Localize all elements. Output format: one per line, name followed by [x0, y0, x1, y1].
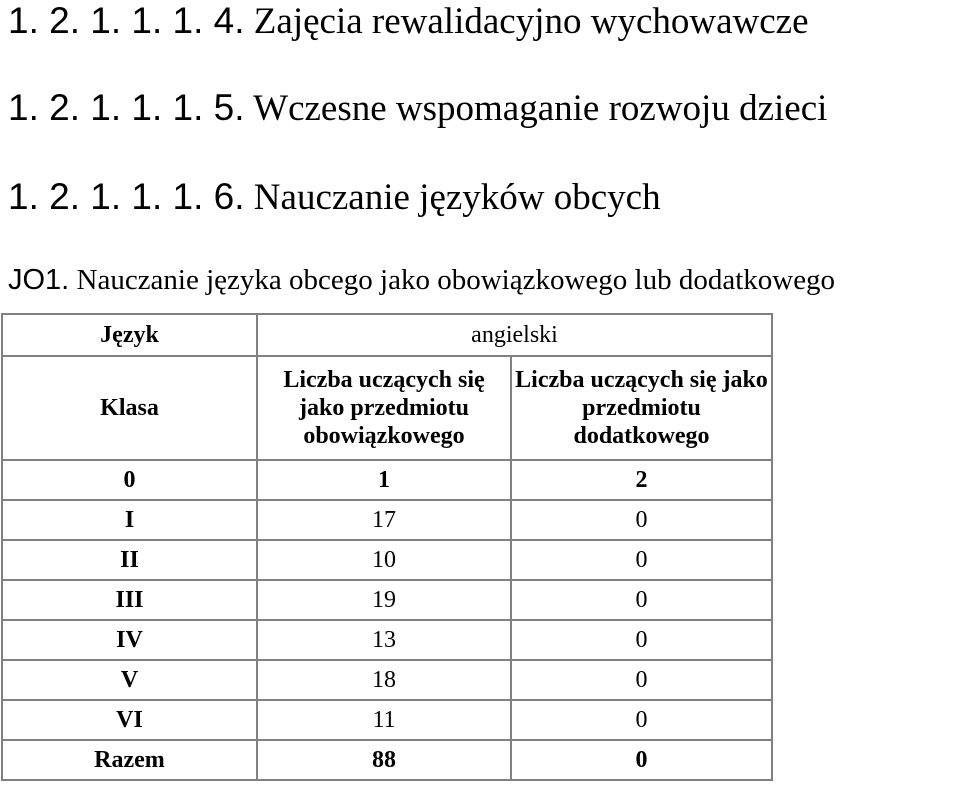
section-number: 1. 2. 1. 1. 1. 5.: [8, 87, 245, 128]
additional-cell: 0: [511, 540, 772, 580]
table-code: JO1.: [8, 264, 70, 296]
section-heading-5: [8, 88, 827, 129]
table-row: [2, 580, 772, 620]
class-cell: VI: [2, 700, 257, 740]
class-cell: III: [2, 580, 257, 620]
mandatory-cell: 18: [257, 660, 511, 700]
total-row: [2, 740, 772, 780]
total-label-cell: Razem: [2, 740, 257, 780]
column-number-row: [2, 460, 772, 500]
class-cell: I: [2, 500, 257, 540]
total-mandatory-cell: 88: [257, 740, 511, 780]
table-caption: [8, 264, 835, 296]
mandatory-cell: 17: [257, 500, 511, 540]
mandatory-cell: 13: [257, 620, 511, 660]
additional-cell: 0: [511, 700, 772, 740]
table-caption-text: Nauczanie języka obcego jako obowiązkowego lub dodatkowego: [76, 264, 836, 296]
section-number: 1. 2. 1. 1. 1. 6.: [8, 176, 245, 217]
mandatory-cell: 19: [257, 580, 511, 620]
additional-cell: 0: [511, 660, 772, 700]
section-title: Nauczanie języków obcych: [253, 177, 661, 218]
language-row: [2, 314, 772, 356]
mandatory-header-cell: Liczba uczących się jako przedmiotu obowiązkowego: [257, 356, 511, 460]
mandatory-cell: 11: [257, 700, 511, 740]
class-cell: IV: [2, 620, 257, 660]
lang-value-cell: angielski: [257, 314, 772, 356]
section-number: 1. 2. 1. 1. 1. 4.: [8, 0, 245, 41]
table-row: [2, 540, 772, 580]
table-row: [2, 500, 772, 540]
total-additional-cell: 0: [511, 740, 772, 780]
column-number: 2: [511, 460, 772, 500]
table-row: [2, 620, 772, 660]
column-number: 0: [2, 460, 257, 500]
section-title: Zajęcia rewalidacyjno wychowawcze: [253, 1, 809, 42]
additional-cell: 0: [511, 580, 772, 620]
mandatory-cell: 10: [257, 540, 511, 580]
lang-label-cell: Język: [2, 314, 257, 356]
section-title: Wczesne wspomaganie rozwoju dzieci: [253, 88, 828, 129]
class-label-cell: Klasa: [2, 356, 257, 460]
additional-cell: 0: [511, 620, 772, 660]
additional-cell: 0: [511, 500, 772, 540]
section-heading-4: [8, 1, 809, 42]
class-cell: V: [2, 660, 257, 700]
column-number: 1: [257, 460, 511, 500]
language-teaching-table: [1, 313, 773, 781]
table-row: [2, 660, 772, 700]
class-cell: II: [2, 540, 257, 580]
additional-header-cell: Liczba uczących się jako przedmiotu dodatkowego: [511, 356, 772, 460]
header-row: [2, 356, 772, 460]
table-row: [2, 700, 772, 740]
section-heading-6: [8, 177, 661, 218]
